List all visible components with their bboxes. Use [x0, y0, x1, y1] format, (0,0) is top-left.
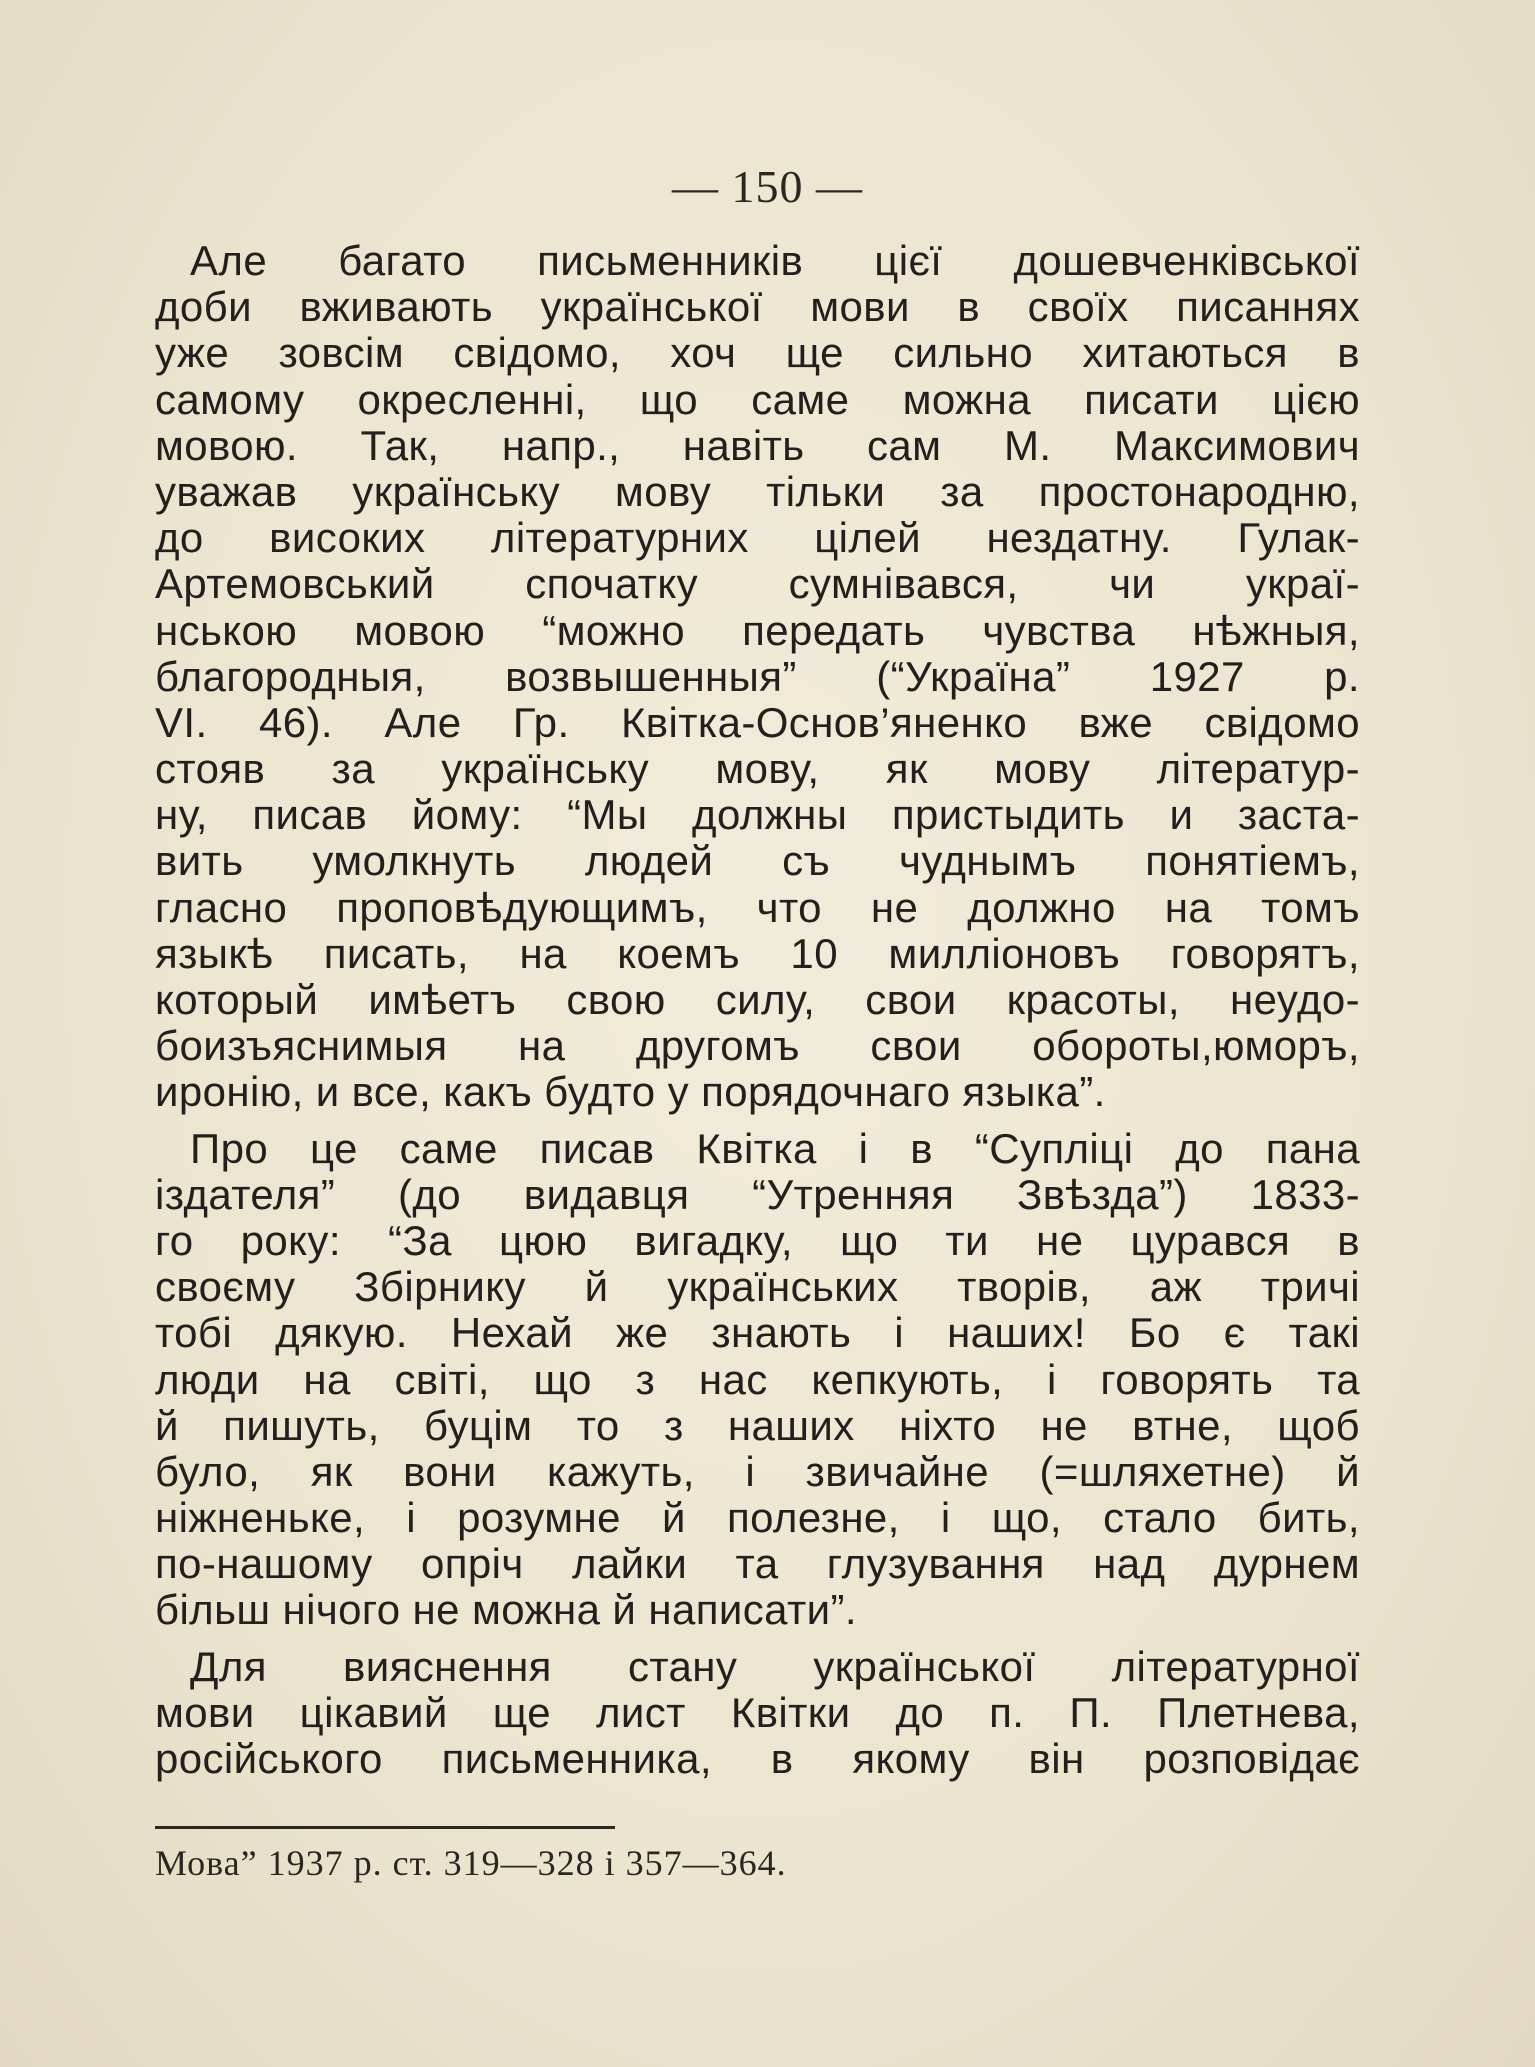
text-line: Але багато письменників цієї дошевченківської — [190, 237, 1360, 284]
text-line: стояв за українську мову, як мову літератур- — [155, 745, 1360, 793]
text-line: мови цікавий ще лист Квітки до п. П. Плетнева, — [155, 1688, 1360, 1736]
text-line: мовою. Так, напр., навіть сам М. Максимович — [155, 421, 1360, 469]
text-line: вить умолкнуть людей съ чуднымъ понятіемъ, — [155, 837, 1360, 885]
text-line: й пишуть, буцім то з наших ніхто не втне, щоб — [155, 1401, 1360, 1449]
text-line: люди на світі, що з нас кепкують, і говорять та — [155, 1355, 1360, 1403]
text-line: до високих літературних цілей нездатну. Гулак- — [155, 514, 1360, 562]
text-line: ніжненьке, і розумне й полезне, і що, стало бить, — [155, 1494, 1360, 1542]
text-line: уже зовсім свідомо, хоч ще сильно хитаються в — [155, 329, 1360, 377]
text-line: російського письменника, в якому він розповідає — [155, 1735, 1360, 1782]
text-line: іздателя” (до видавця “Утренняя Звѣзда”) 1833- — [155, 1170, 1360, 1218]
text-line: языкѣ писать, на коемъ 10 милліоновъ говорятъ, — [155, 929, 1360, 977]
paragraph-1 — [155, 238, 1360, 1116]
text-line: Для вияснення стану української літературної — [190, 1642, 1360, 1690]
text-line: гласно проповѣдующимъ, что не должно на томъ — [155, 883, 1360, 931]
paragraph-2 — [155, 1126, 1360, 1634]
text-line: більш нічого не можна й написати”. — [155, 1586, 857, 1634]
text-line: по-нашому опріч лайки та глузування над дурнем — [155, 1540, 1360, 1588]
text-line: VI. 46). Але Гр. Квітка-Основ’яненко вже свідомо — [155, 698, 1360, 746]
text-line: боизъяснимыя на другомъ свои обороты,юморъ, — [155, 1022, 1360, 1070]
text-line: нською мовою “можно передать чувства нѣжныя, — [155, 606, 1360, 654]
text-line: уважав українську мову тільки за простонародню, — [155, 467, 1360, 515]
paragraph-3 — [155, 1644, 1360, 1783]
footnote-divider — [155, 1826, 615, 1829]
text-line: Артемовський спочатку сумнівався, чи украї- — [155, 560, 1360, 608]
text-line: го року: “За цюю вигадку, що ти не цурався в — [155, 1216, 1360, 1264]
text-line: иронію, и все, какъ будто у порядочнаго языка”. — [155, 1068, 1106, 1116]
text-line: доби вживають української мови в своїх писаннях — [155, 283, 1360, 331]
text-line: ну, писав йому: “Мы должны пристыдить и заста- — [155, 791, 1360, 839]
text-line: который имѣетъ свою силу, свои красоты, неудо- — [155, 976, 1360, 1023]
footnote: Мова” 1937 р. ст. 319—328 і 357—364. — [155, 1843, 787, 1883]
text-line: тобі дякую. Нехай же знають і наших! Бо є такі — [155, 1309, 1360, 1357]
body-text — [155, 238, 1360, 1782]
page-number: — 150 — — [672, 161, 863, 212]
text-line: було, як вони кажуть, і звичайне (=шляхетне) й — [155, 1447, 1360, 1495]
text-line: Про це саме писав Квітка і в “Супліці до пана — [190, 1124, 1360, 1172]
text-line: благородныя, возвышенныя” (“Україна” 1927 р. — [155, 652, 1360, 700]
text-line: своєму Збірнику й українських творів, аж тричі — [155, 1263, 1360, 1311]
text-line: самому окресленні, що саме можна писати цією — [155, 375, 1360, 423]
